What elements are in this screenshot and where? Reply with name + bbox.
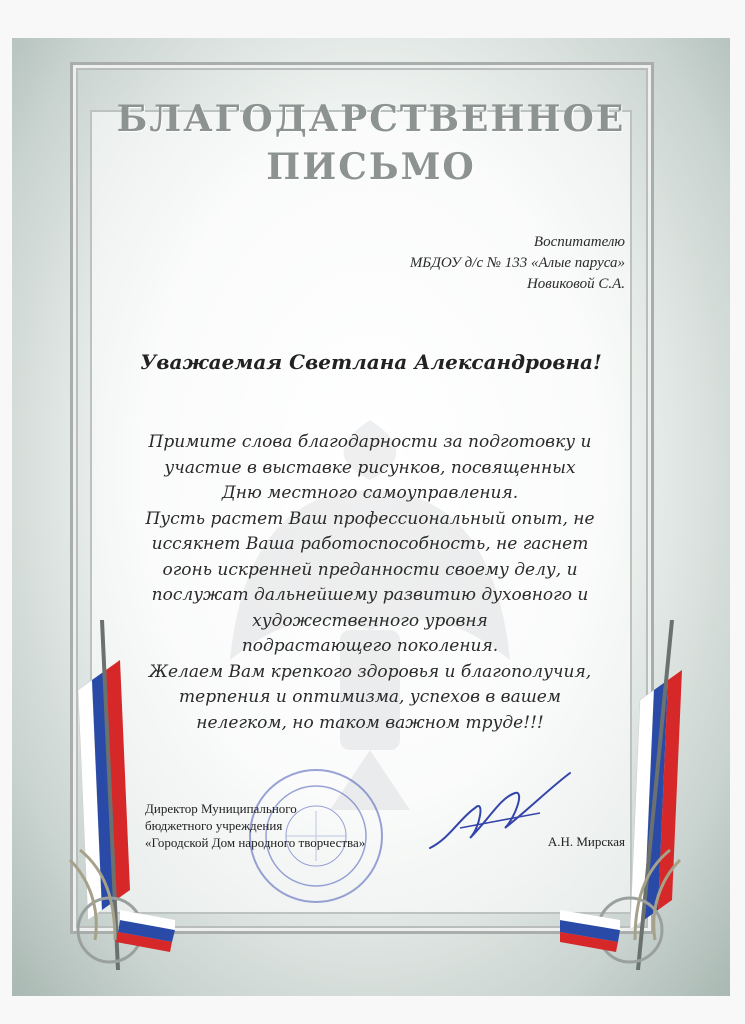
recipient-organization: МБДОУ д/с № 133 «Алые паруса» — [409, 255, 625, 271]
body-line: нелегком, но таком важном труде!!! — [196, 712, 544, 733]
body-line: Дню местного самоуправления. — [221, 483, 519, 503]
signatory-org-name: «Городской Дом народного творчества» — [145, 835, 366, 850]
body-line: огонь искренней преданности своему делу, и — [162, 559, 578, 580]
body-line: Желаем Вам крепкого здоровья и благополучия, — [148, 661, 592, 682]
body-line: Примите слова благодарности за подготовку и — [148, 432, 592, 452]
signatory-position: Директор Муниципального — [145, 801, 297, 816]
body-line: иссякнет Ваша работоспособность, не гаснет — [151, 534, 589, 554]
salutation: Уважаемая Светлана Александровна! — [140, 350, 602, 374]
body-line: послужат дальнейшему развитию духовного и — [151, 585, 589, 605]
document-title-line2: ПИСЬМО — [266, 146, 476, 188]
body-line: Пусть растет Ваш профессиональный опыт, не — [145, 508, 595, 529]
russian-flag-ribbon-left-icon — [60, 620, 180, 980]
document-title-line1: БЛАГОДАРСТВЕННОЕ — [116, 98, 626, 140]
signatory-name: А.Н. Мирская — [547, 834, 625, 849]
recipient-position: Воспитателю — [533, 234, 625, 250]
body-line: подрастающего поколения. — [241, 636, 499, 656]
body-line: художественного уровня — [252, 610, 488, 631]
letter-body — [130, 430, 610, 736]
recipient-name: Новиковой С.А. — [526, 276, 625, 292]
recipient-block — [410, 232, 625, 295]
body-line: участие в выставке рисунков, посвященных — [164, 457, 576, 478]
body-line: терпения и оптимизма, успехов в вашем — [179, 687, 561, 707]
signatory-org-type: бюджетного учреждения — [145, 818, 283, 833]
russian-flag-ribbon-right-icon — [560, 620, 690, 980]
